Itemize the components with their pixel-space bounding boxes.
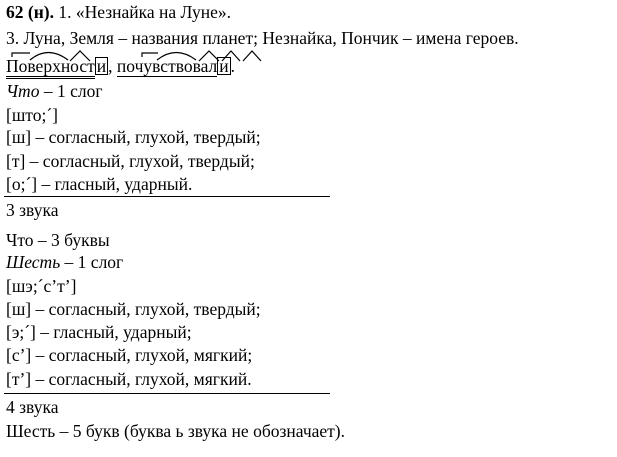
word-2-sound-4: [т’] – согласный, глухой, мягкий. — [6, 369, 252, 389]
suffix-mark-3 — [222, 51, 240, 61]
suffix-mark-4 — [243, 51, 261, 61]
suffix-mark-1 — [70, 51, 90, 61]
prefix-mark-po — [12, 53, 30, 57]
root-arc-2 — [157, 53, 196, 61]
divider-2 — [4, 393, 330, 394]
word-1-letter-count: Что – 3 буквы — [6, 230, 110, 250]
suffix-mark-2 — [199, 51, 219, 61]
word-2-sound-2: [э;´] – гласный, ударный; — [6, 322, 192, 342]
divider-1 — [4, 196, 330, 197]
word-1-syllables: – 1 слог — [39, 81, 103, 101]
word-1-sound-2: [т] – согласный, глухой, твердый; — [6, 151, 255, 171]
word-1-sound-1: [ш] – согласный, глухой, твердый; — [6, 127, 261, 147]
word-2-sound-count: 4 звука — [6, 397, 59, 417]
word-1-transcription: [што;´] — [6, 105, 58, 125]
word-2-sound-1: [ш] – согласный, глухой, твердый; — [6, 299, 261, 319]
word-2: Шесть — [6, 252, 61, 272]
word-poverkhnosti-stem: Поверхност — [6, 56, 95, 79]
ending-box-1: и — [96, 56, 107, 76]
item-3-text: 3. Луна, Земля – названия планет; Незнайка, Пончик – имена героев. — [6, 28, 519, 48]
word-1-sound-count: 3 звука — [6, 200, 59, 220]
word-2-transcription: [шэ;´с’т’] — [6, 276, 77, 296]
word-pochuvstvovali-stem: почувствовал — [116, 56, 218, 76]
word-2-syllables: – 1 слог — [60, 252, 124, 272]
word-2-sound-3: [с’] – согласный, глухой, мягкий; — [6, 345, 253, 365]
word-1-sound-3: [о;´] – гласный, ударный. — [6, 174, 193, 194]
word-2-heading — [6, 251, 123, 273]
root-arc-1 — [30, 53, 68, 61]
parsed-separator: , — [108, 56, 117, 76]
parsed-tail: . — [230, 56, 236, 76]
prefix-mark-po-2 — [142, 53, 158, 57]
word-1-heading — [6, 80, 103, 102]
word-1: Что — [6, 81, 40, 101]
item-1-text: 1. «Незнайка на Луне». — [54, 2, 231, 22]
exercise-number: 62 (н). — [6, 2, 54, 22]
word-2-letter-count: Шесть – 5 букв (буква ь звука не обозначает). — [6, 421, 346, 441]
ending-box-2: и — [219, 56, 229, 76]
